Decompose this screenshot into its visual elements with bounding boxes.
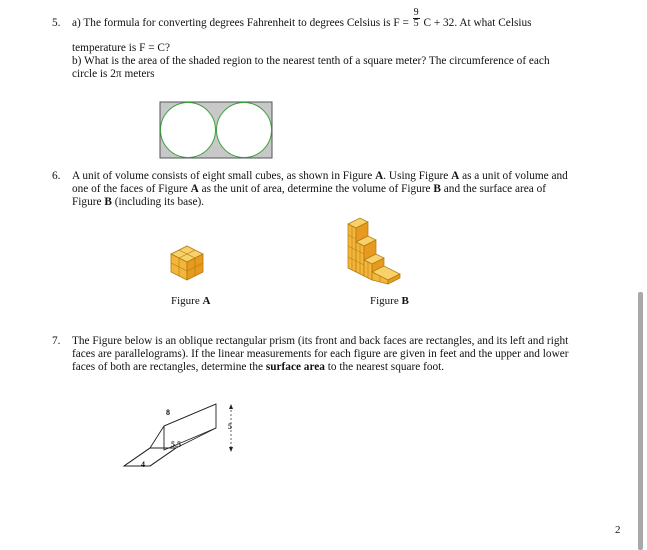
q5-part-a-line2: temperature is F = C? bbox=[72, 42, 170, 54]
q6-line1-text-a: A unit of volume consists of eight small cubes, as shown in Figure bbox=[72, 170, 376, 182]
figure-b-staircase bbox=[342, 214, 406, 286]
q6-line2-bold-a: A bbox=[190, 183, 199, 195]
q6-line2-text-b: as the unit of area, determine the volume of Figure bbox=[198, 183, 434, 195]
q5-fraction bbox=[413, 8, 420, 29]
q7-line1: The Figure below is an oblique rectangular prism (its front and back faces are rectangles, and its left and right bbox=[72, 335, 569, 347]
right-circle bbox=[217, 103, 272, 158]
q6-line2 bbox=[72, 183, 546, 196]
figure-b-label: Figure bbox=[370, 295, 402, 307]
figure-a-label: Figure bbox=[171, 295, 203, 307]
q5-number: 5. bbox=[52, 17, 61, 29]
figure-a-cube bbox=[169, 244, 205, 282]
q6-line1-text-b: . Using Figure bbox=[383, 170, 452, 182]
figure-a-letter: A bbox=[202, 295, 211, 307]
q6-line1-bold-a: A bbox=[375, 170, 384, 182]
q6-line2-text-c: and the surface area of bbox=[440, 183, 547, 195]
q7-line3-text-b: to the nearest square foot. bbox=[324, 361, 445, 373]
q7-number: 7. bbox=[52, 335, 61, 347]
q5-part-b-line1: b) What is the area of the shaded region to the nearest tenth of a square meter? The circumference of each bbox=[72, 55, 550, 67]
left-circle bbox=[161, 103, 216, 158]
q6-line2-bold-b: B bbox=[433, 183, 441, 195]
figure-b-letter: B bbox=[401, 295, 409, 307]
q7-line2: faces are parallelograms). If the linear measurements for each figure are given in feet and the upper and lower bbox=[72, 348, 569, 360]
prism-dim-slant: 5.5 bbox=[171, 440, 181, 449]
q6-line3 bbox=[72, 196, 204, 209]
q7-line3-bold: surface area bbox=[265, 361, 325, 373]
figure-a-caption bbox=[171, 295, 210, 308]
q6-line1-text-c: as a unit of volume and bbox=[459, 170, 568, 182]
q5-part-b-line2: circle is 2π meters bbox=[72, 68, 155, 80]
q6-line1 bbox=[72, 170, 568, 183]
vertical-scrollbar-thumb[interactable] bbox=[638, 292, 643, 550]
prism-dim-bottom: 4 bbox=[141, 460, 145, 469]
q7-line3 bbox=[72, 361, 444, 374]
shaded-region-figure bbox=[159, 101, 274, 159]
q6-line1-bold-b: A bbox=[451, 170, 460, 182]
q5-fraction-numerator: 9 bbox=[413, 7, 419, 19]
q6-line3-bold: B bbox=[104, 196, 112, 208]
prism-dim-top: 8 bbox=[166, 408, 170, 417]
prism-dim-height: 5 bbox=[228, 422, 232, 431]
q6-line3-text-b: (including its base). bbox=[111, 196, 205, 208]
q6-number: 6. bbox=[52, 170, 61, 182]
q5-part-a-line1 bbox=[72, 7, 532, 30]
q6-line3-text-a: Figure bbox=[72, 196, 105, 208]
q5-part-a-pre: a) The formula for converting degrees Fahrenheit to degrees Celsius is F = bbox=[72, 17, 409, 29]
oblique-prism-figure bbox=[120, 400, 248, 472]
page-number: 2 bbox=[615, 524, 621, 536]
q5-fraction-denominator: 5 bbox=[413, 18, 419, 30]
q5-part-a-post: C + 32. At what Celsius bbox=[423, 17, 532, 29]
figure-b-caption bbox=[370, 295, 409, 308]
q7-line3-text-a: faces of both are rectangles, determine the bbox=[72, 361, 266, 373]
q6-line2-text-a: one of the faces of Figure bbox=[72, 183, 191, 195]
